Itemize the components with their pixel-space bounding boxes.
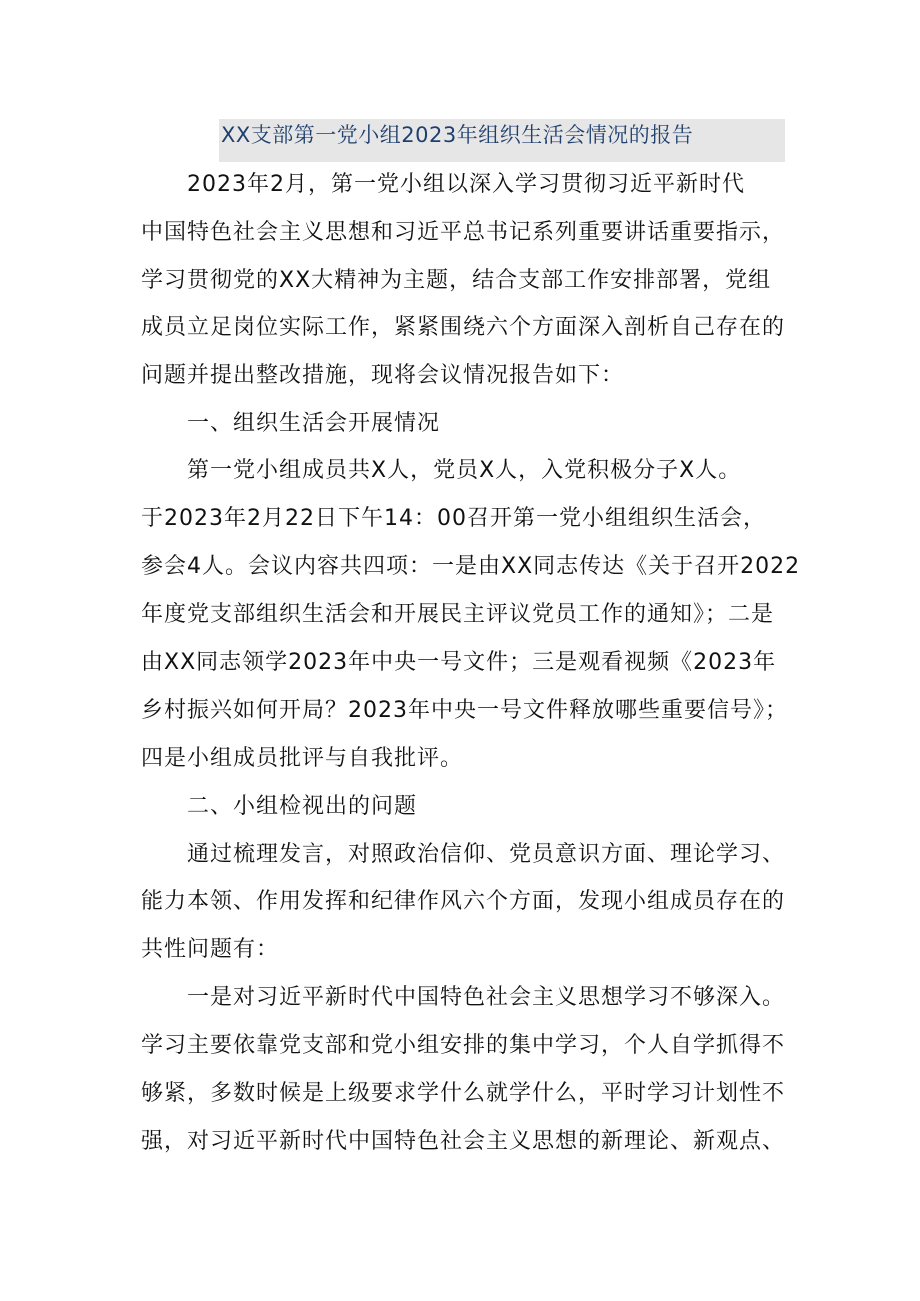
paragraph-line: 年度党支部组织生活会和开展民主评议党员工作的通知》；二是 xyxy=(141,602,775,627)
paragraph-line: 通过梳理发言，对照政治信仰、党员意识方面、理论学习、 xyxy=(187,842,786,867)
document-title: XX支部第一党小组2023年组织生活会情况的报告 xyxy=(219,119,785,162)
section-heading-1: 一、组织生活会开展情况 xyxy=(187,411,441,436)
paragraph-line: 学习贯彻党的XX大精神为主题，结合支部工作安排部署，党组 xyxy=(141,268,772,293)
paragraph-line: 2023年2月，第一党小组以深入学习贯彻习近平新时代 xyxy=(187,172,745,197)
paragraph-line: 参会4人。会议内容共四项：一是由XX同志传达《关于召开2022 xyxy=(141,554,801,579)
paragraph-line: 第一党小组成员共X人，党员X人，入党积极分子X人。 xyxy=(187,458,742,483)
paragraph-line: 于2023年2月22日下午14：00召开第一党小组组织生活会， xyxy=(141,506,766,531)
paragraph-line: 一是对习近平新时代中国特色社会主义思想学习不够深入。 xyxy=(187,985,786,1010)
paragraph-line: 四是小组成员批评与自我批评。 xyxy=(141,746,464,771)
paragraph-line: 成员立足岗位实际工作，紧紧围绕六个方面深入剖析自己存在的 xyxy=(141,315,786,340)
paragraph-line: 乡村振兴如何开局？2023年中央一号文件释放哪些重要信号》； xyxy=(141,698,788,723)
section-heading-2: 二、小组检视出的问题 xyxy=(187,794,418,819)
paragraph-line: 问题并提出整改措施，现将会议情况报告如下： xyxy=(141,363,625,388)
paragraph-line: 学习主要依靠党支部和党小组安排的集中学习，个人自学抓得不 xyxy=(141,1033,786,1058)
paragraph-line: 强，对习近平新时代中国特色社会主义思想的新理论、新观点、 xyxy=(141,1129,786,1154)
paragraph-line: 由XX同志领学2023年中央一号文件；三是观看视频《2023年 xyxy=(141,650,777,675)
paragraph-line: 中国特色社会主义思想和习近平总书记系列重要讲话重要指示， xyxy=(141,220,786,245)
paragraph-line: 能力本领、作用发挥和纪律作风六个方面，发现小组成员存在的 xyxy=(141,889,786,914)
paragraph-line: 够紧，多数时候是上级要求学什么就学什么，平时学习计划性不 xyxy=(141,1081,786,1106)
paragraph-line: 共性问题有： xyxy=(141,937,280,962)
